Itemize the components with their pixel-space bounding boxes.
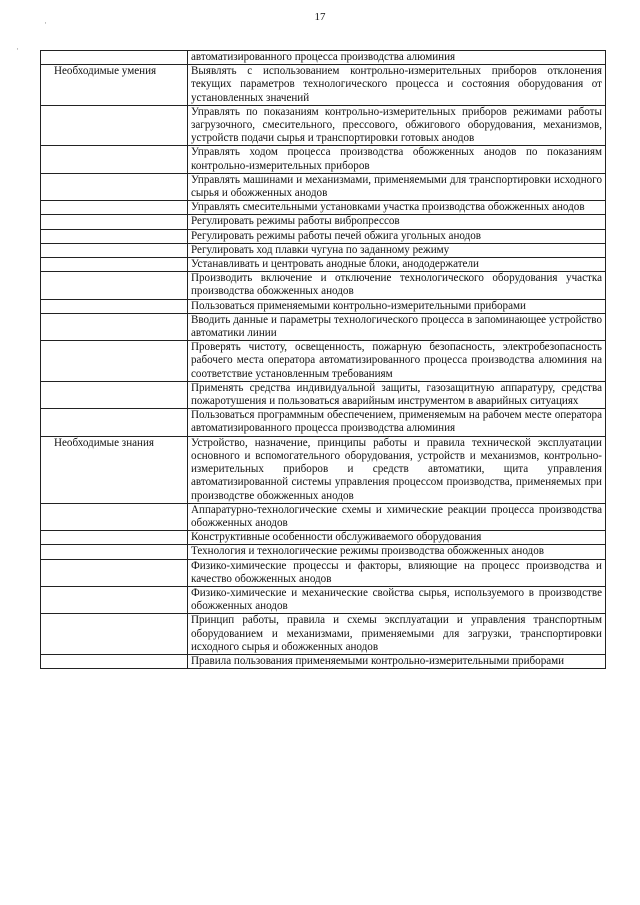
row-content: Вводить данные и параметры технологического процесса в запоминающее устройство автоматики линии [188,313,606,340]
row-content: Физико-химические процессы и факторы, влияющие на процесс производства и качество обожженных анодов [188,559,606,586]
row-label-cell [41,201,188,215]
table-body [41,51,606,669]
row-content: Проверять чистоту, освещенность, пожарную безопасность, электробезопасность рабочего места оператора автоматизированного процесса производства алюминия на соответствие установленным требованиям [188,341,606,382]
table-row [41,614,606,655]
row-content: Конструктивные особенности обслуживаемого оборудования [188,531,606,545]
row-label: Необходимые умения [54,65,157,78]
row-label-cell [41,229,188,243]
row-content: Управлять смесительными установками участка производства обожженных анодов [188,201,606,215]
row-label-cell [41,436,188,503]
row-content: Пользоваться программным обеспечением, применяемым на рабочем месте оператора автоматизированного процесса производства алюминия [188,409,606,436]
row-content: Устанавливать и центровать анодные блоки, анододержатели [188,258,606,272]
table-row [41,531,606,545]
row-content: Физико-химические и механические свойства сырья, используемого в производстве обожженных анодов [188,586,606,613]
table-row [41,381,606,408]
table-row [41,65,606,106]
table-row [41,341,606,382]
row-content: Устройство, назначение, принципы работы и правила технической эксплуатации основного и вспомогательного оборудования, устройств и механизмов, контрольно-измерительных приборов и средств автоматики, щита управления автоматизированной системы управления процессом производства, применяемых при производстве обожженных анодов [188,436,606,503]
row-label-cell [41,299,188,313]
row-content: автоматизированного процесса производства алюминия [188,51,606,65]
row-content: Технология и технологические режимы производства обожженных анодов [188,545,606,559]
row-label-cell [41,258,188,272]
row-label-cell [41,503,188,530]
row-content: Управлять машинами и механизмами, применяемыми для транспортировки исходного сырья и обожженных анодов [188,173,606,200]
row-content: Выявлять с использованием контрольно-измерительных приборов отклонения текущих параметров технологического процесса и состояния оборудования от установленных значений [188,65,606,106]
table-row [41,173,606,200]
row-content: Принцип работы, правила и схемы эксплуатации и управления транспортным оборудованием и механизмами, применяемыми для загрузки, транспортировки исходного сырья и обожженных анодов [188,614,606,655]
table-row [41,258,606,272]
table-row [41,654,606,668]
row-content: Производить включение и отключение технологического оборудования участка производства обожженных анодов [188,272,606,299]
row-label-cell [41,409,188,436]
row-label-cell [41,243,188,257]
row-label-cell [41,105,188,146]
row-label-cell [41,272,188,299]
row-label-cell [41,146,188,173]
row-label-cell [41,559,188,586]
row-label: Необходимые знания [54,436,155,449]
table-row [41,409,606,436]
row-label-cell [41,381,188,408]
table-row [41,299,606,313]
row-content: Аппаратурно-технологические схемы и химические реакции процесса производства обожженных анодов [188,503,606,530]
row-label-cell [41,313,188,340]
table-row [41,229,606,243]
table-row [41,272,606,299]
table-row [41,313,606,340]
row-label-cell [41,545,188,559]
table-row [41,105,606,146]
table-row [41,146,606,173]
row-label-cell [41,215,188,229]
row-content: Применять средства индивидуальной защиты, газозащитную аппаратуру, средства пожаротушения и пользоваться аварийным инструментом в аварийных ситуациях [188,381,606,408]
row-label-cell [41,586,188,613]
table-row [41,586,606,613]
row-content: Управлять ходом процесса производства обожженных анодов по показаниям контрольно-измерительных приборов [188,146,606,173]
row-content: Правила пользования применяемыми контрольно-измерительными приборами [188,654,606,668]
row-label-cell [41,341,188,382]
row-label-cell [41,654,188,668]
row-content: Регулировать режимы работы печей обжига угольных анодов [188,229,606,243]
table-row [41,545,606,559]
row-content: Регулировать режимы работы вибропрессов [188,215,606,229]
row-label-cell [41,65,188,106]
table-row [41,503,606,530]
scan-mark: · [44,18,47,28]
requirements-table [40,50,606,669]
scan-mark: · [16,44,19,54]
row-content: Пользоваться применяемыми контрольно-измерительными приборами [188,299,606,313]
row-label-cell [41,173,188,200]
row-label-cell [41,51,188,65]
table-row [41,243,606,257]
table-row [41,51,606,65]
row-content: Регулировать ход плавки чугуна по заданному режиму [188,243,606,257]
table-row [41,215,606,229]
table-row [41,559,606,586]
table-row [41,436,606,503]
row-label-cell [41,614,188,655]
row-content: Управлять по показаниям контрольно-измерительных приборов режимами работы загрузочного, смесительного, прессового, обжигового оборудования, механизмов, устройств подачи сырья и транспортировки готовых анодов [188,105,606,146]
row-label-cell [41,531,188,545]
page-number: 17 [314,11,326,23]
table-row [41,201,606,215]
